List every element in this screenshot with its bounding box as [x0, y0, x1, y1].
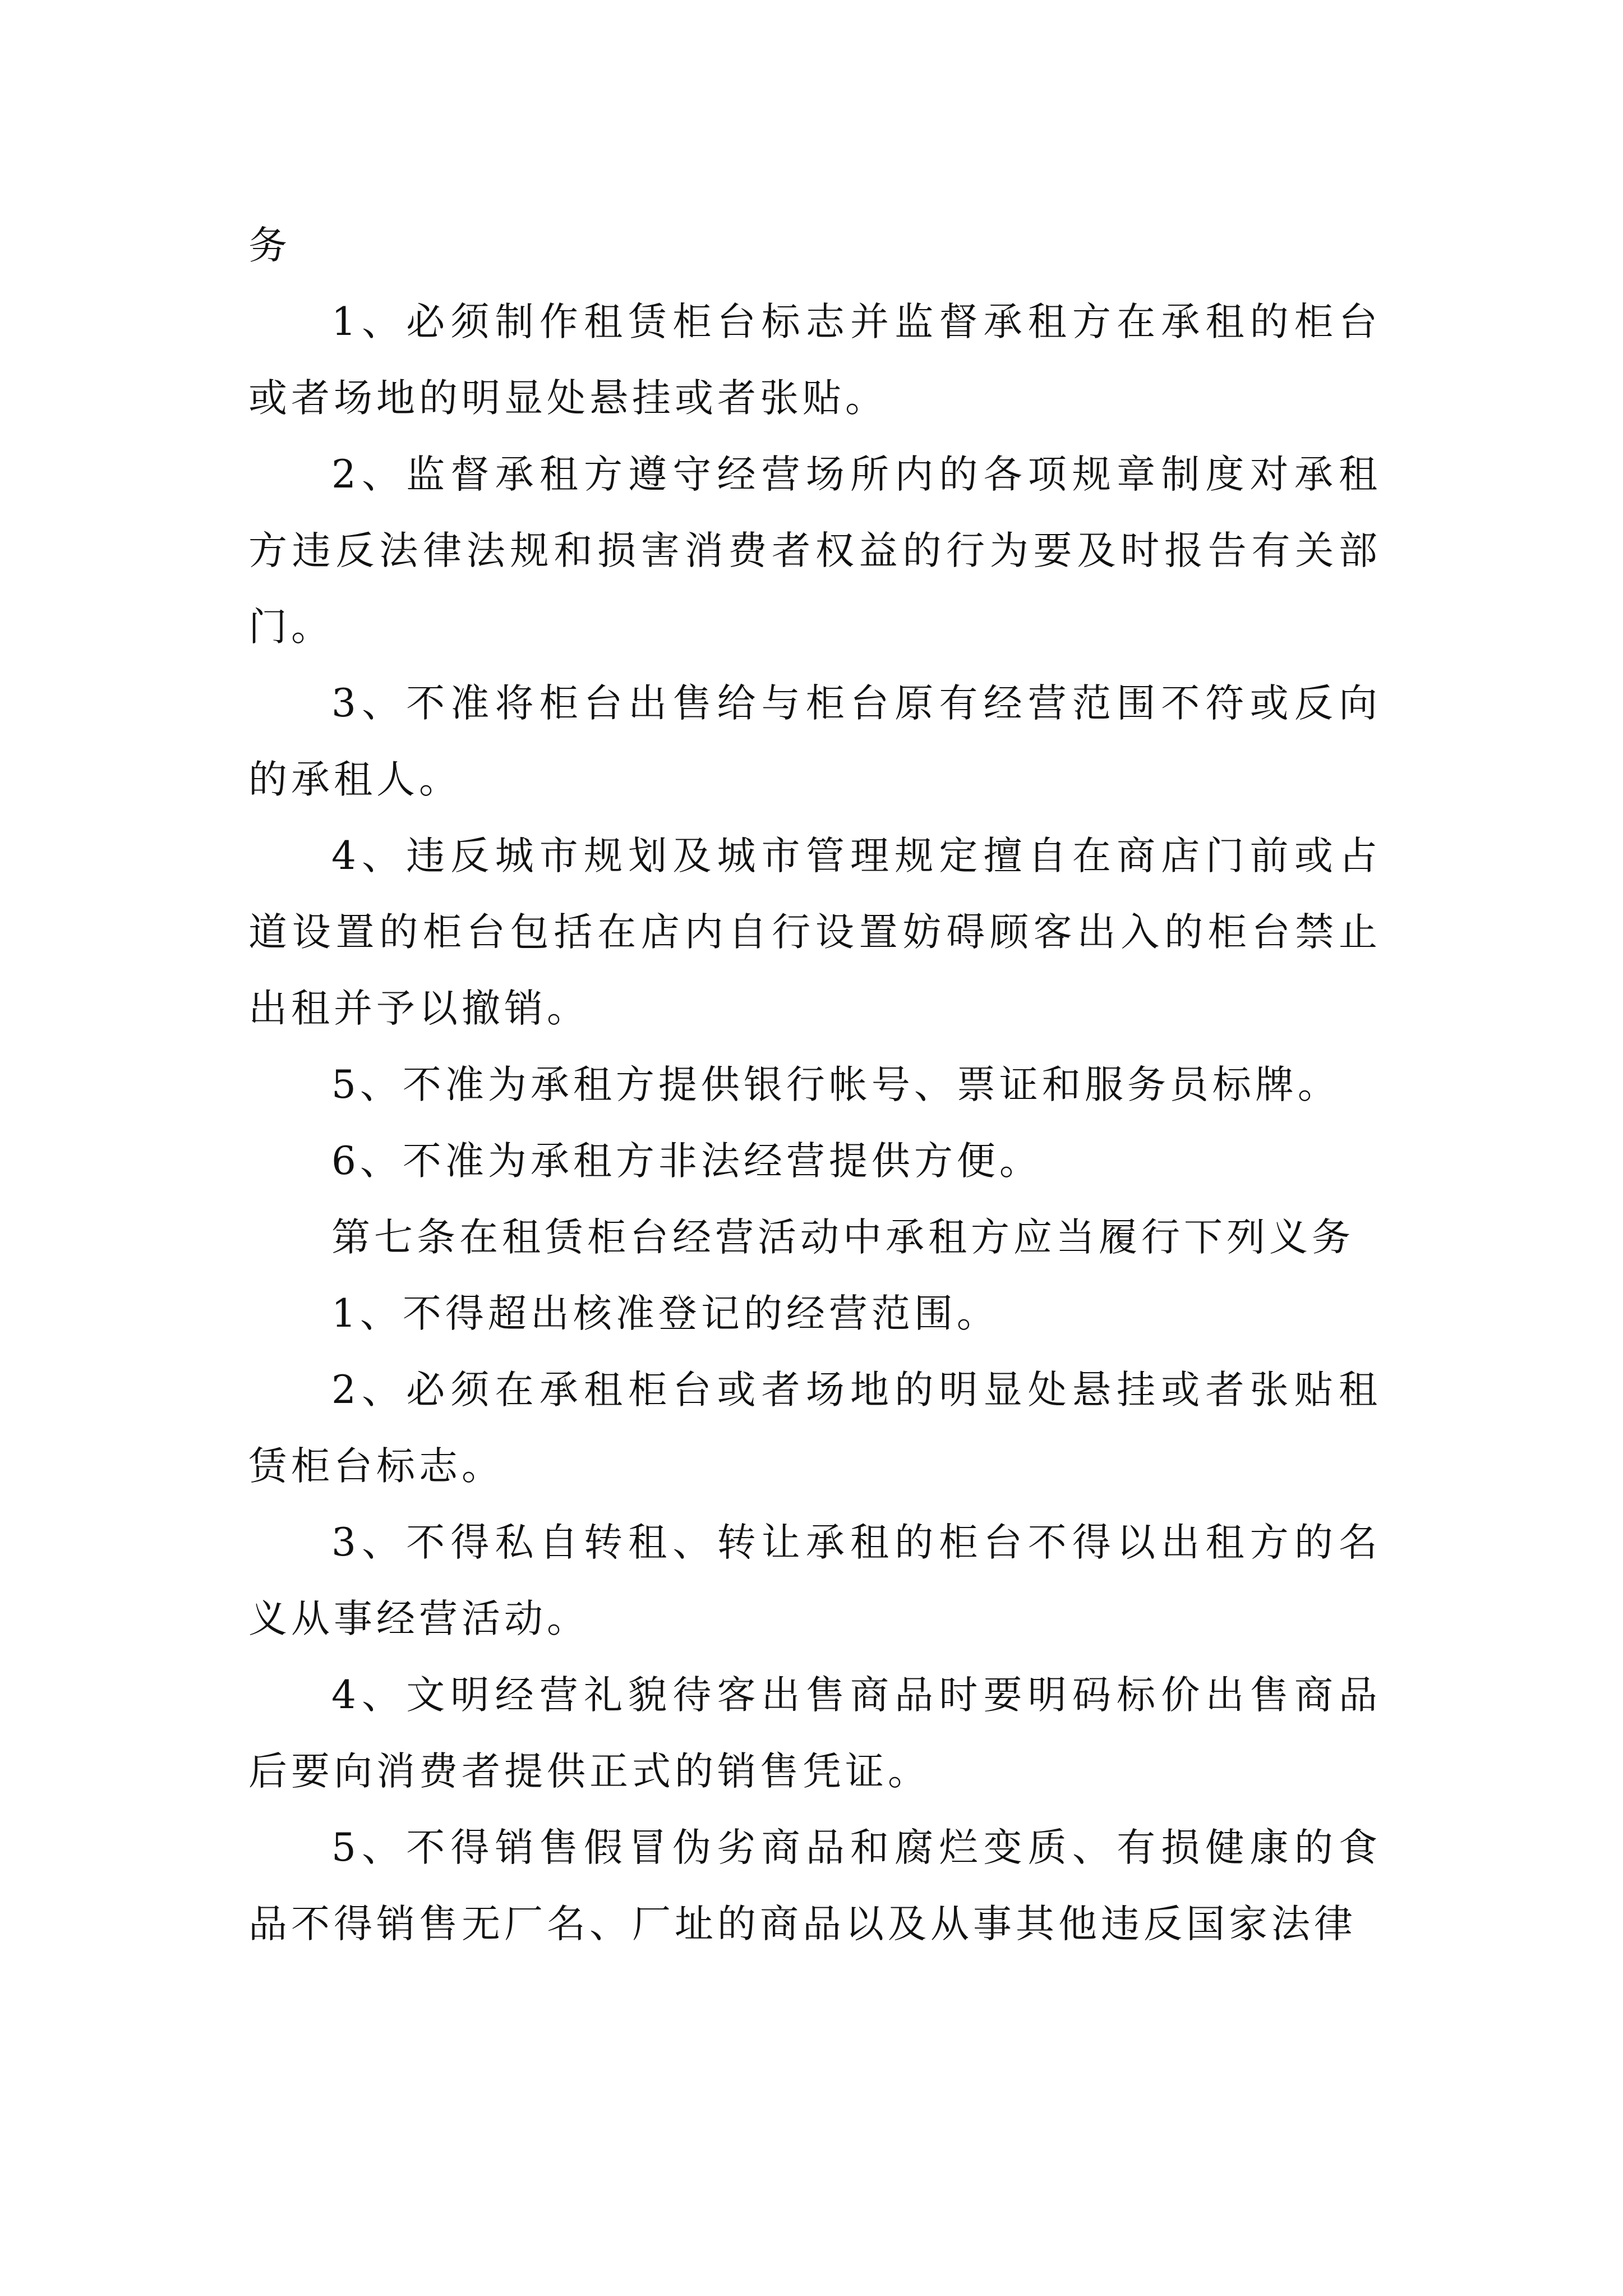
paragraph-lessor-item-2: 2、监督承租方遵守经营场所内的各项规章制度对承租方违反法律法规和损害消费者权益的行为要及时报告有关部门。: [248, 452, 1381, 650]
paragraph-lessor-item-3: 3、不准将柜台出售给与柜台原有经营范围不符或反向的承租人。: [248, 681, 1381, 802]
paragraph-lessee-item-2: 2、必须在承租柜台或者场地的明显处悬挂或者张贴租赁柜台标志。: [248, 1368, 1381, 1489]
paragraph-lessee-item-3: 3、不得私自转租、转让承租的柜台不得以出租方的名义从事经营活动。: [248, 1520, 1381, 1641]
paragraph-lessee-item-1: 1、不得超出核准登记的经营范围。: [331, 1291, 999, 1336]
paragraph-lessor-item-1: 1、必须制作租赁柜台标志并监督承租方在承租的柜台或者场地的明显处悬挂或者张贴。: [248, 300, 1381, 421]
paragraph-lessee-item-4: 4、文明经营礼貌待客出售商品时要明码标价出售商品后要向消费者提供正式的销售凭证。: [248, 1673, 1381, 1794]
paragraph-lessor-item-6: 6、不准为承租方非法经营提供方便。: [331, 1139, 1042, 1184]
document-body: [248, 208, 1381, 1962]
paragraph-lessor-item-5: 5、不准为承租方提供银行帐号、票证和服务员标牌。: [331, 1062, 1340, 1107]
paragraph-lessor-item-4: 4、违反城市规划及城市管理规定擅自在商店门前或占道设置的柜台包括在店内自行设置妨碍顾客出入的柜台禁止出租并予以撤销。: [248, 834, 1381, 1031]
paragraph-lessee-item-5: 5、不得销售假冒伪劣商品和腐烂变质、有损健康的食品不得销售无厂名、厂址的商品以及从事其他违反国家法律: [248, 1825, 1381, 1947]
paragraph-continuation: 务: [248, 223, 291, 268]
paragraph-article-7-heading: 第七条在租赁柜台经营活动中承租方应当履行下列义务: [331, 1215, 1354, 1260]
